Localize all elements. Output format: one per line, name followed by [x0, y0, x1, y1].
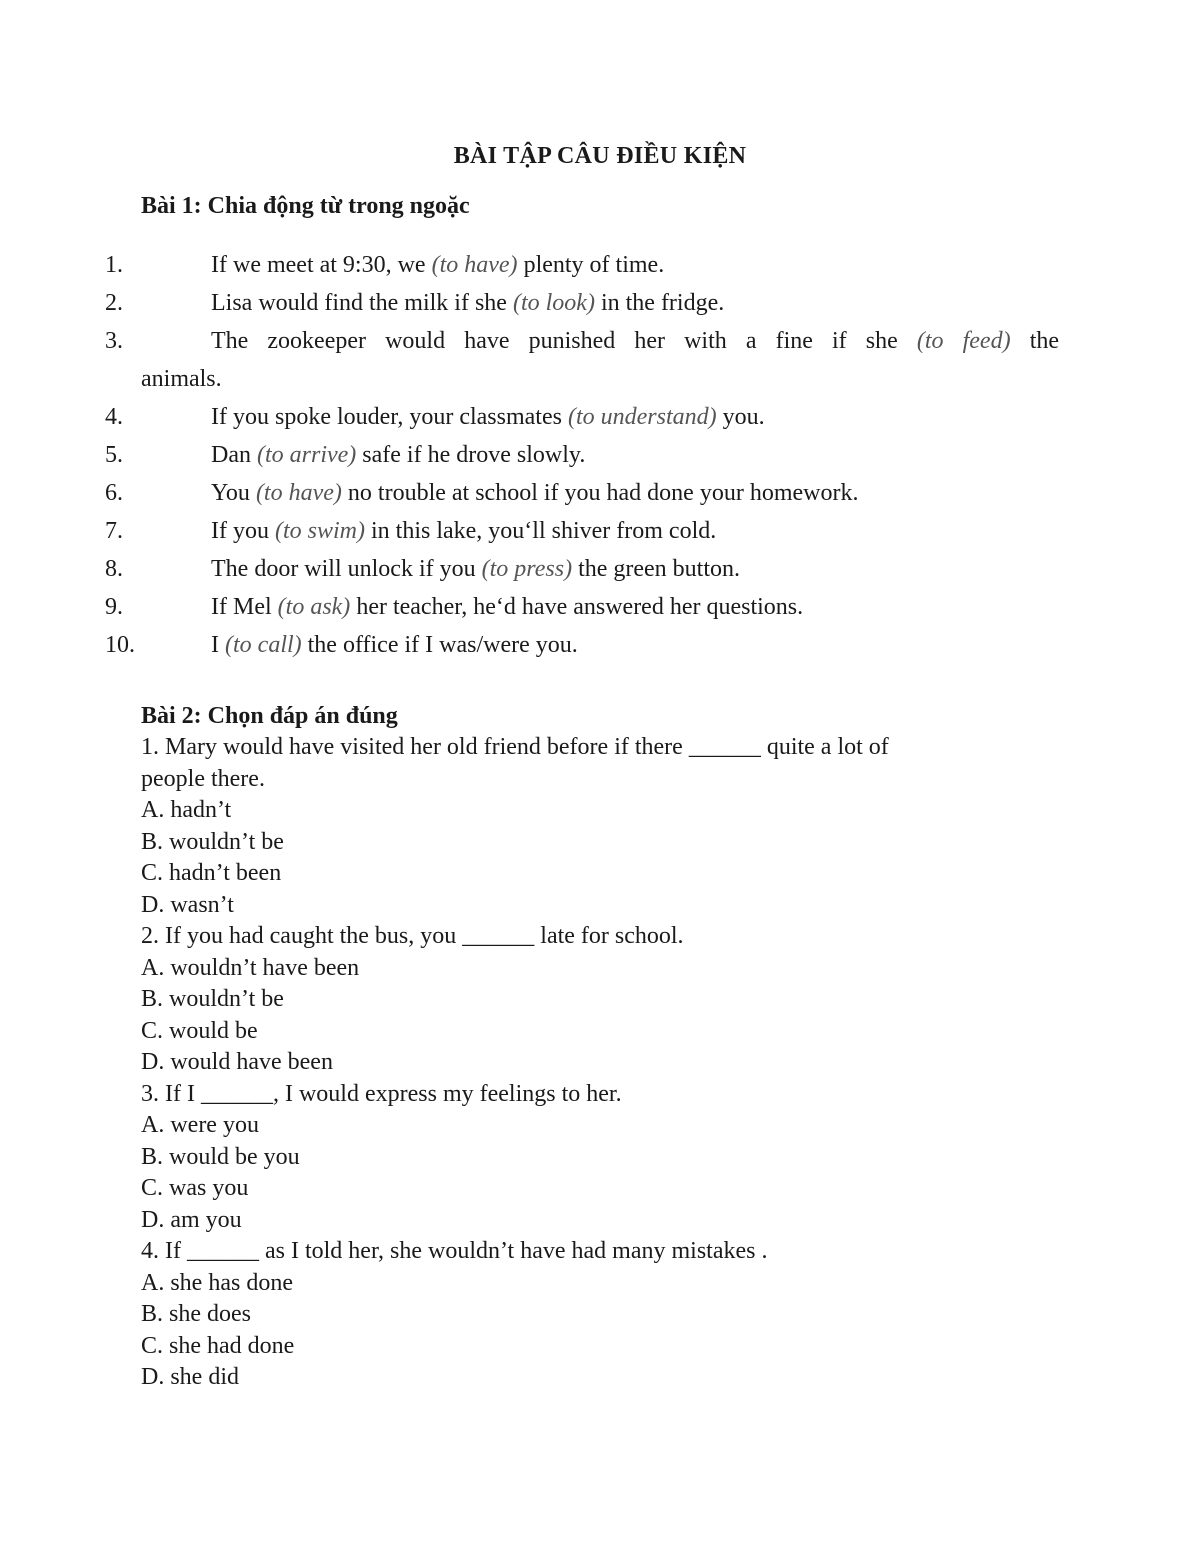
answer-option: D. wasn’t: [141, 891, 234, 918]
item-text: Lisa would find the milk if she (to look) in the fridge.: [211, 290, 725, 316]
answer-option: B. she does: [141, 1301, 251, 1327]
exercise-1-heading: Bài 1: Chia động từ trong ngoặc: [141, 193, 470, 219]
item-text: The door will unlock if you (to press) the green button.: [211, 556, 741, 582]
exercise-1-item: [0, 285, 1200, 323]
verb-hint: (to feed): [916, 328, 1011, 354]
exercise-1-item: [0, 551, 1200, 589]
item-number: 2.: [105, 290, 123, 316]
question-text: 4. If ______ as I told her, she wouldn’t have had many mistakes .: [141, 1238, 768, 1264]
item-number: 9.: [105, 594, 123, 620]
exercise-1-item: [0, 437, 1200, 475]
exercise-1-list: [0, 247, 1200, 665]
exercise-1-item: [0, 475, 1200, 513]
answer-option: A. were you: [141, 1112, 259, 1138]
answer-option: B. wouldn’t be: [141, 828, 284, 855]
verb-hint: (to look): [512, 290, 595, 316]
verb-hint: (to ask): [277, 594, 351, 620]
question-text-continued: people there.: [141, 765, 265, 792]
item-text: The zookeeper would have punished her with a fine if she (to feed) the: [211, 328, 1060, 354]
exercise-1-item: [0, 513, 1200, 551]
page-title: BÀI TẬP CÂU ĐIỀU KIỆN: [453, 143, 747, 169]
item-text: You (to have) no trouble at school if you had done your homework.: [211, 480, 859, 506]
exercise-1-item: [0, 399, 1200, 437]
question-block: [141, 1079, 1041, 1237]
verb-hint: (to have): [431, 252, 518, 278]
verb-hint: (to have): [255, 480, 342, 506]
answer-option: A. hadn’t: [141, 797, 232, 823]
verb-hint: (to press): [481, 556, 573, 582]
item-text: If we meet at 9:30, we (to have) plenty of time.: [211, 252, 665, 278]
exercise-1-item: [0, 247, 1200, 285]
answer-option: B. wouldn’t be: [141, 986, 284, 1012]
answer-option: C. hadn’t been: [141, 860, 282, 886]
answer-option: C. was you: [141, 1175, 249, 1201]
item-number: 4.: [105, 404, 123, 430]
item-text-continued: animals.: [141, 366, 222, 392]
exercise-1-item: [0, 627, 1200, 665]
verb-hint: (to understand): [567, 404, 717, 430]
item-number: 1.: [105, 252, 123, 278]
item-text: I (to call) the office if I was/were you.: [211, 632, 578, 658]
answer-option: C. she had done: [141, 1332, 295, 1359]
exercise-2-list: [141, 732, 1041, 1394]
question-text: 1. Mary would have visited her old friend before if there ______ quite a lot of: [141, 734, 889, 760]
item-number: 6.: [105, 480, 123, 506]
item-text: Dan (to arrive) safe if he drove slowly.: [211, 442, 586, 468]
item-number: 5.: [105, 442, 123, 468]
answer-option: D. would have been: [141, 1049, 333, 1075]
item-text: If you (to swim) in this lake, you‘ll shiver from cold.: [211, 518, 717, 544]
answer-option: C. would be: [141, 1017, 258, 1044]
verb-hint: (to arrive): [256, 442, 357, 468]
exercise-1-item: [0, 589, 1200, 627]
answer-option: A. wouldn’t have been: [141, 954, 360, 981]
verb-hint: (to call): [225, 632, 302, 658]
item-text: If you spoke louder, your classmates (to understand) you.: [211, 404, 765, 430]
question-text: 3. If I ______, I would express my feelings to her.: [141, 1080, 622, 1107]
item-number: 8.: [105, 556, 123, 582]
item-text: If Mel (to ask) her teacher, he‘d have answered her questions.: [211, 594, 804, 620]
question-block: [141, 1236, 1041, 1394]
answer-option: D. she did: [141, 1364, 239, 1390]
question-block: [141, 732, 1041, 921]
answer-option: A. she has done: [141, 1269, 293, 1296]
question-text: 2. If you had caught the bus, you ______ late for school.: [141, 923, 684, 949]
item-number: 10.: [105, 632, 135, 658]
item-number: 3.: [105, 328, 123, 354]
exercise-2-heading: Bài 2: Chọn đáp án đúng: [141, 703, 398, 729]
exercise-1-item: [0, 323, 1200, 399]
item-number: 7.: [105, 518, 123, 544]
answer-option: B. would be you: [141, 1143, 300, 1170]
question-block: [141, 921, 1041, 1079]
answer-option: D. am you: [141, 1206, 242, 1233]
verb-hint: (to swim): [274, 518, 365, 544]
